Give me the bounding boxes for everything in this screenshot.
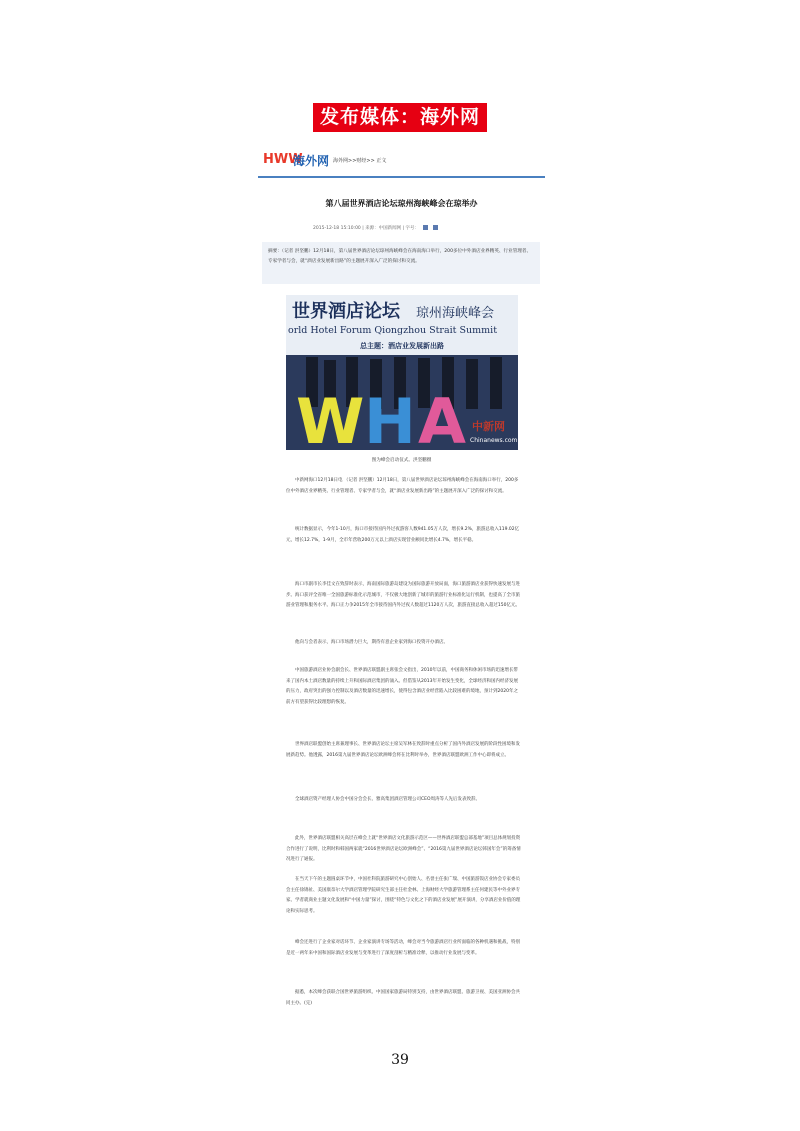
logo-latin: HWW [263,152,303,167]
photo-letter-a: A [418,385,466,450]
photo-banner-en: orld Hotel Forum Qiongzhou Strait Summit [288,325,498,336]
article-paragraph: 他向与会者表示，海口市场潜力巨大，期待有意企业家到海口投资开办酒店。 [295,640,448,645]
photo-theme: 总主题：酒店业发展新出路 [360,341,444,350]
article-paragraph: 据悉，本次峰会获联合国世界旅游组织、中国国家旅游局特别支持，由世界酒店联盟、旅游卫视、美国亚洲协会共同主办。(完) [286,990,520,1006]
article-photo [286,295,518,450]
article-title: 第八届世界酒店论坛琼州海峡峰会在琼举办 [325,199,478,208]
article-paragraph: 中国旅游酒店业协会副会长、世界酒店联盟副主席张会文指出，2010年以前，中国商务和休闲市场的迅速增长带来了国内本土酒店数量的持续上升和国际酒店集团的涌入。但借鉴从2013年开始发生变化，全球经济和国内经济发展的压力，政府突出的强力控制以及酒店数量的迅速增长，使得包含酒店业经营陷入比较困难的境地，预计到2020年之前方有望获得比较理想的恢复。 [286,668,518,705]
font-size-small-icon[interactable] [433,225,438,230]
photo-letter-w: W [296,385,365,450]
article-paragraph: 世界酒店联盟创始主席兼理事长、世界酒店论坛主席吴军林在致辞时重点分析了国内外酒店发展的阶段性困境和发展新趋势。他透露，2016第九届世界酒店论坛欧洲峰会将在比利时举办，世界酒店联盟欧洲工作中心即将成立。 [286,742,520,758]
summary-text: 摘要：（记者 洪坚鹏）12月18日，第八届世界酒店论坛琼州海峡峰会在海南海口举行，200多位中外酒店业界精英、行业管理者、专家学者与会，就“酒店业发展新出路”的主题展开深入广泛的探讨和交流。 [268,249,532,264]
page-number: 39 [391,1052,409,1068]
photo-banner-cn2: 琼州海峡峰会 [416,306,495,321]
article-summary [262,242,540,284]
media-banner: 发布媒体：海外网 [313,103,487,132]
site-logo-cn[interactable]: 海外网 [293,154,330,168]
photo-letter-h: H [364,385,416,450]
site-header [258,150,545,178]
photo-watermark-cn: 中新网 [472,420,505,433]
article-paragraph: 海口市副市长李佳文在致辞时表示，海南国际旅游岛建设为国际旅游开放局面，海口旅游酒店业获得快速发展与进步。海口获评全省唯一全国旅游标准化示范城市，不仅极大地创新了城市的旅游行业标准化运行机制，也提高了全市旅游业管理和服务水平。海口正力争2015年全市接待国内外过夜人数超过1120万人次，旅游直接总收入超过150亿元。 [286,582,520,608]
font-size-large-icon[interactable] [423,225,428,230]
article-paragraph: 此外，世界酒店联盟相关高层在峰会上就“世界酒店文化旅游示范区——世界酒店联盟总部基地”项目总体规划投资合作进行了说明，比利时和韩国两家就“2016世界酒店论坛欧洲峰会”、“2016第九届世界酒店论坛韩国年会”的筹备情况进行了通报。 [286,836,521,862]
photo-banner-cn: 世界酒店论坛 [292,301,400,322]
photo-watermark-en: Chinanews.com [470,437,518,444]
photo-illustration [286,295,518,450]
article-meta [313,225,438,231]
article-paragraph: 中新网海口12月18日电 （记者 洪坚鹏）12月18日，第八届世界酒店论坛琼州海峡峰会在海南海口举行，200多位中外酒店业界精英、行业管理者、专家学者与会，就“酒店业发展新出路”的主题展开深入广泛的探讨和交流。 [286,478,519,494]
article-clipping [258,150,545,1020]
article-paragraph: 统计数据显示，今年1-10月，海口市接待国内外过夜游客人数941.05万人次，增长9.2%，旅游总收入119.02亿元，增长12.7%，1-9月，全市年营收200万元以上酒店实现营业额同比增长4.7%，增长平稳。 [286,527,520,543]
breadcrumb[interactable]: 海外网>>财经>> 正文 [333,158,387,164]
meta-text: 2015-12-18 15:10:00 | 来源：中国新闻网 | 字号： [313,226,420,231]
photo-caption: 图为峰会启动仪式。洪坚鹏摄 [371,458,432,463]
article-paragraph: 全球酒店资产经理人协会中国分会会长、雅高集团酒店管理公司CEO周涛等人先后发表致辞。 [295,797,481,802]
article-paragraph: 峰会还进行了企业家对话环节、企业家演讲专场等活动，峰会对当今旅游酒店行业所面临的各种机遇和挑战，特别是近一两年来中国和国际酒店业发展与变革进行了深度剖析与精准诠释，以推动行业发展与变革。 [286,940,520,956]
photo-letters [296,385,466,450]
article-paragraph: 在当天下午的主题圆桌环节中，中国社科院旅游研究中心创始人、名誉主任张广瑞、中国旅游饭店业协会专家委员会主任徐锦祉、美国康奈尔大学酒店管理学院研究生部主任杜金林、上海财经大学旅游管理系主任何建民等中外业界专家、学者就商业主题文化发展和“中国力量”探讨，围绕“特色与文化之下的酒店业发展”展开演讲，分享酒店业价值的理论和实际思考。 [286,877,521,914]
